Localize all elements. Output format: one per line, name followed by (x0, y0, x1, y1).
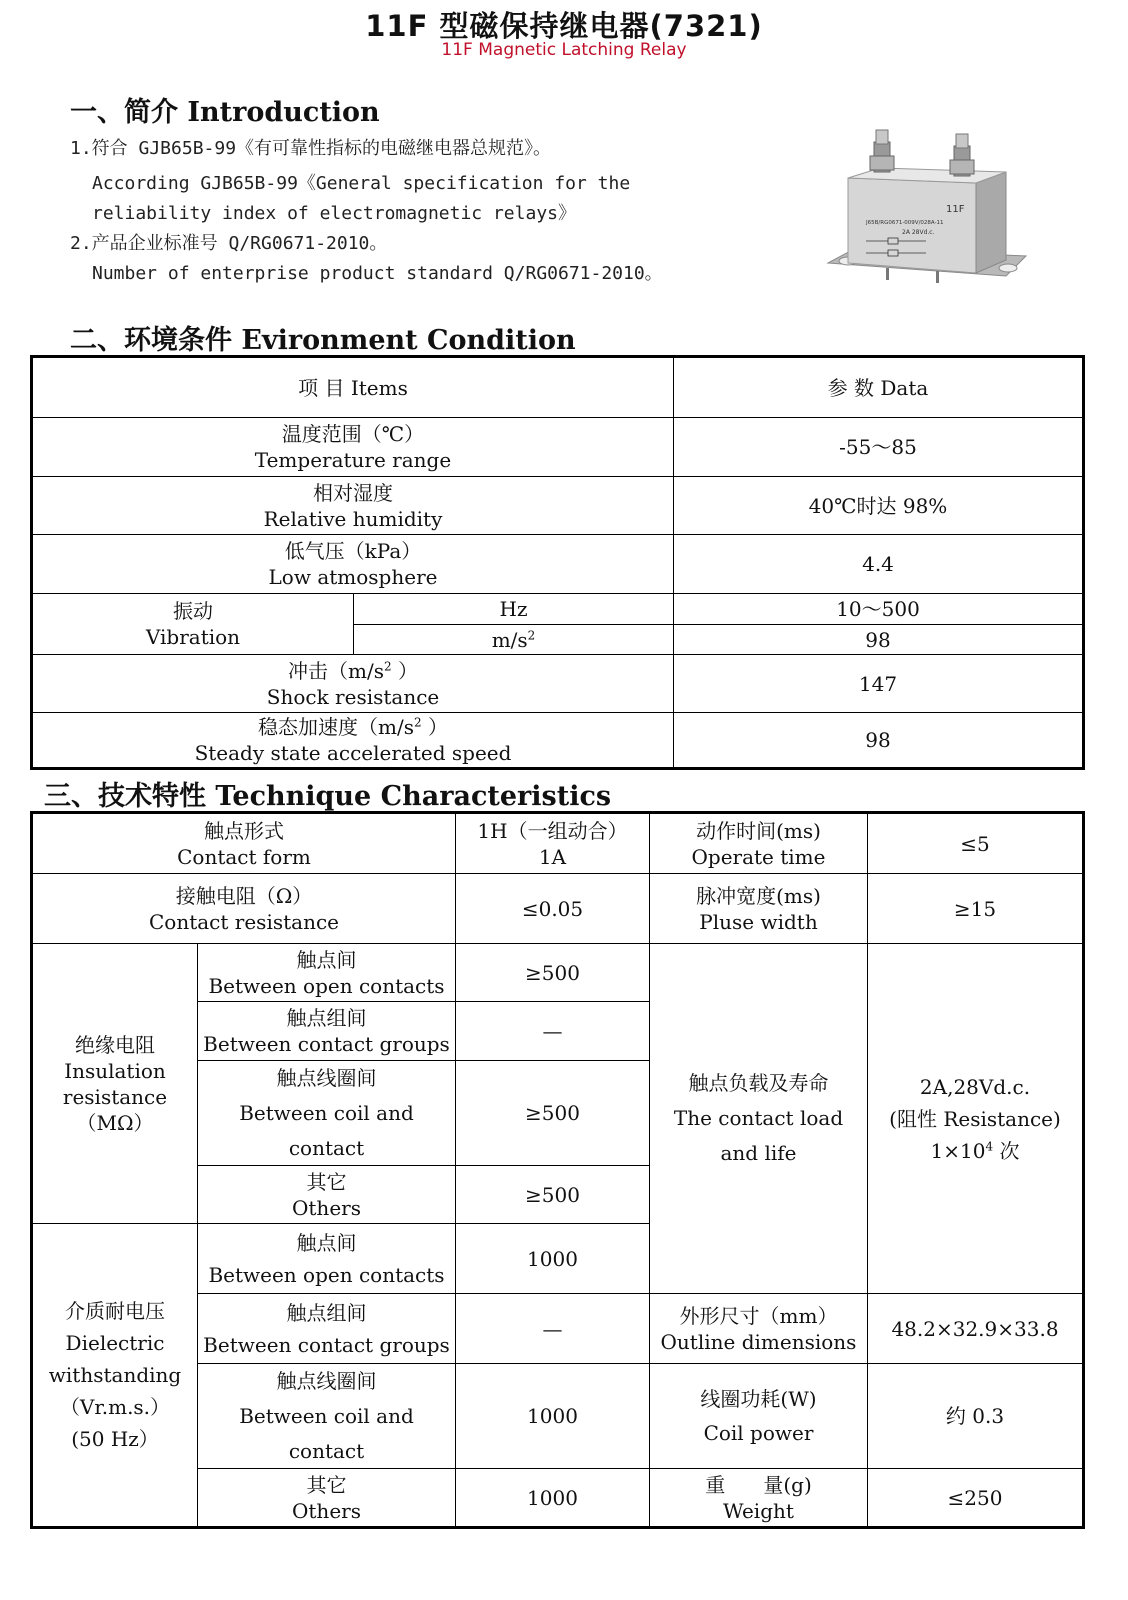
env-pressure-label: 低气压（kPa） Low atmosphere (33, 535, 674, 594)
env-accel-label: 稳态加速度（$m/s^2$ ） Steady state accelerated speed (33, 713, 674, 767)
contact-resistance-label: 接触电阻（Ω） Contact resistance (33, 874, 456, 944)
insulation-others-value: ≥500 (456, 1166, 650, 1224)
dielectric-coil-contact-label: 触点线圈间 Between coil and contact (198, 1364, 456, 1469)
env-accel-value: 98 (865, 728, 891, 752)
env-col-data: 参 数 Data (674, 358, 1082, 418)
intro-line-3: reliability index of electromagnetic relays》 (92, 203, 576, 224)
env-vibration-label: 振动 Vibration (33, 594, 354, 655)
insulation-coil-contact-value: ≥500 (456, 1061, 650, 1166)
contact-resistance-value: ≤0.05 (456, 874, 650, 944)
env-temp-value: -55～85 (674, 418, 1082, 477)
dielectric-contact-groups-value: — (456, 1294, 650, 1364)
intro-line-2: According GJB65B-99《General specification for the (92, 173, 631, 194)
env-vibration-unit-accel: $m/s^2$ (354, 625, 674, 655)
pulse-width-value: ≥15 (868, 874, 1082, 944)
coil-power-value: 约 0.3 (868, 1364, 1082, 1469)
contact-form-label: 触点形式 Contact form (33, 814, 456, 874)
env-vibration-unit-hz: Hz (354, 594, 674, 625)
relay-product-image (826, 128, 1036, 298)
page-subtitle: 11F Magnetic Latching Relay (441, 40, 687, 60)
contact-load-life-value: 2A,28Vd.c. (阻性 Resistance) $1\times 10^4$ 次 (868, 944, 1082, 1294)
page-title: 11F 型磁保持继电器(7321) (365, 9, 763, 43)
env-vibration-value-accel: 98 (674, 625, 1082, 655)
relay-brand-text: 11F (946, 204, 965, 215)
environment-table (30, 355, 1085, 770)
intro-line-4: 2.产品企业标准号 Q/RG0671-2010。 (70, 233, 388, 254)
contact-load-life-label: 触点负载及寿命 The contact load and life (650, 944, 868, 1294)
technique-table (30, 811, 1085, 1529)
weight-value: ≤250 (947, 1485, 1003, 1510)
insulation-contact-groups-label: 触点组间 Between contact groups (198, 1002, 456, 1061)
relay-code-text: J65B/RG0671-009V/028A-11 (866, 220, 944, 226)
env-humidity-value: 40℃时达 98% (674, 477, 1082, 535)
env-pressure-value: 4.4 (674, 535, 1082, 594)
insulation-others-label: 其它 Others (198, 1166, 456, 1224)
operate-time-value: ≤5 (868, 814, 1082, 874)
dielectric-open-contacts-value: 1000 (456, 1224, 650, 1294)
insulation-coil-contact-label: 触点线圈间 Between coil and contact (198, 1061, 456, 1166)
env-col-items: 项 目 Items (33, 358, 674, 418)
intro-line-1: 1.符合 GJB65B-99《有可靠性指标的电磁继电器总规范》。 (70, 138, 552, 159)
env-shock-value: 147 (674, 655, 1082, 713)
insulation-open-contacts-value: ≥500 (456, 944, 650, 1002)
dielectric-coil-contact-value: 1000 (456, 1364, 650, 1469)
env-humidity-label: 相对湿度 Relative humidity (33, 477, 674, 535)
contact-form-value: 1H（一组动合） 1A (456, 814, 650, 874)
insulation-contact-groups-value: — (456, 1002, 650, 1061)
env-temp-label: 温度范围（℃） Temperature range (33, 418, 674, 477)
outline-dimensions-value: 48.2×32.9×33.8 (868, 1294, 1082, 1364)
dielectric-contact-groups-label: 触点组间 Between contact groups (198, 1294, 456, 1364)
env-shock-label: 冲击（$m/s^2$ ） Shock resistance (33, 655, 674, 713)
tech-heading: 三、技术特性 Technique Characteristics (44, 781, 612, 812)
relay-rating-text: 2A 28Vd.c. (902, 229, 935, 236)
pulse-width-label: 脉冲宽度(ms) Pluse width (650, 874, 868, 944)
dielectric-open-contacts-label: 触点间 Between open contacts (198, 1224, 456, 1294)
insulation-open-contacts-label: 触点间 Between open contacts (198, 944, 456, 1002)
operate-time-label: 动作时间(ms) Operate time (650, 814, 868, 874)
coil-power-label: 线圈功耗(W) Coil power (650, 1364, 868, 1469)
env-heading: 二、环境条件 Evironment Condition (70, 325, 576, 356)
env-vibration-value-hz: 10～500 (674, 594, 1082, 625)
outline-dimensions-label: 外形尺寸（mm） Outline dimensions (650, 1294, 868, 1364)
intro-line-5: Number of enterprise product standard Q/RG0671-2010。 (92, 263, 663, 284)
insulation-resistance-label: 绝缘电阻 Insulation resistance （MΩ） (33, 944, 198, 1224)
dielectric-label: 介质耐电压 Dielectric withstanding （Vr.m.s.） (50 Hz） (33, 1224, 198, 1526)
intro-heading: 一、简介 Introduction (70, 97, 380, 128)
dielectric-others-label: 其它 Others (198, 1469, 456, 1526)
weight-label: 重 量(g) Weight (650, 1469, 868, 1526)
dielectric-others-value: 1000 (456, 1469, 650, 1526)
